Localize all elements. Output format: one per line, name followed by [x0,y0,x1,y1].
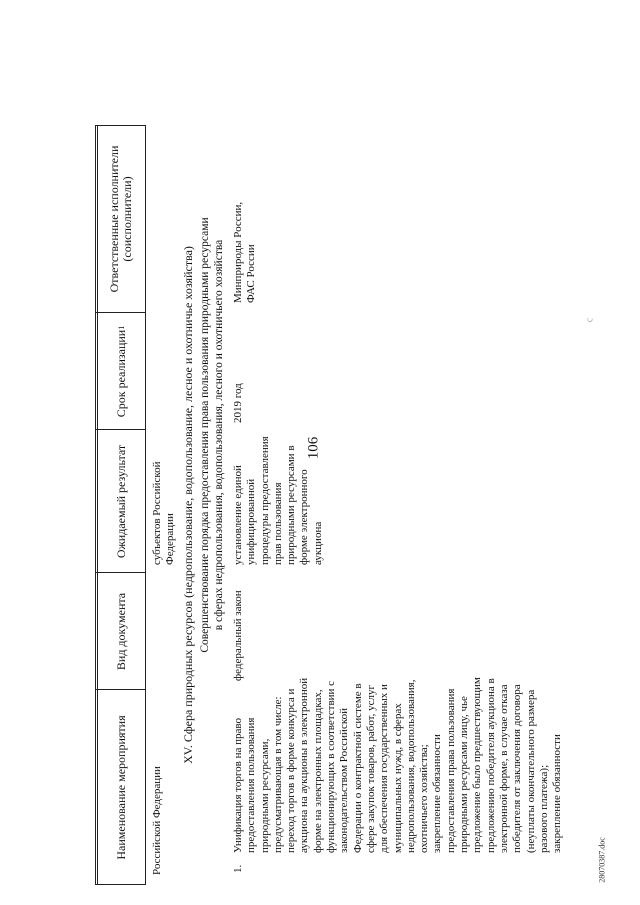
stray-mark: c [584,317,596,323]
row-name: Унификация торгов на право предоставления пользования природными ресурсами, предусматривающая в том числе: переход торгов в форме конкурса и аукциона на аукционы в электронной форме на электронных площадках, функционирующих в соответствии с законодательством Российской Федерации о контрактной системе в сфере закупок товаров, работ, услуг для обеспечения государственных и муниципальных нужд, в сферах недропользования, водопользования, охотничьего хозяйства; закрепление обязанности предоставления права пользования природными ресурсами лицу, чье предложение было предшествующим предложению победителя аукциона в электронной форме, в случае отказа победителя от заключения договора (неуплаты окончательного размера разового платежа); закрепление обязанности [232,677,564,853]
row-result: установление единой унифицированной процедуры предоставления прав пользования природными ресурсами в форме электронного аукциона [232,436,324,565]
footnote-marker: 1 [116,325,126,330]
header-bottom-border [145,125,146,885]
table [95,125,621,885]
header-name: Наименование мероприятия [113,715,128,860]
subsection-title: Совершенствование порядка предоставления права пользования природными ресурсами в сферах недропользования, водопользования, лесного и охотничьего хозяйства [199,217,225,653]
header-executors: Ответственные исполнители (соисполнители) [107,145,134,293]
rotated-table-page [95,125,621,885]
row-doc-type: федеральный закон [232,590,244,681]
page-number: 106 [305,436,322,460]
footer-filename: 28070387.doc [597,837,607,883]
carryover-result: субъектов Российской Федерации [151,461,177,565]
header-deadline: Срок реализации 1 [113,325,128,418]
row-deadline: 2019 год [232,383,244,423]
header-doc-type: Вид документа [113,592,128,671]
row-number: 1. [232,864,244,873]
header-result: Ожидаемый результат [113,444,128,559]
row-executors: Минприроды России, ФАС России [232,201,258,303]
table-top-border [95,125,96,885]
carryover-name: Российской Федерации [151,766,163,875]
section-title: XV. Сфера природных ресурсов (недропользование, водопользование, лесное и охотничье хозяйства) [181,246,195,764]
